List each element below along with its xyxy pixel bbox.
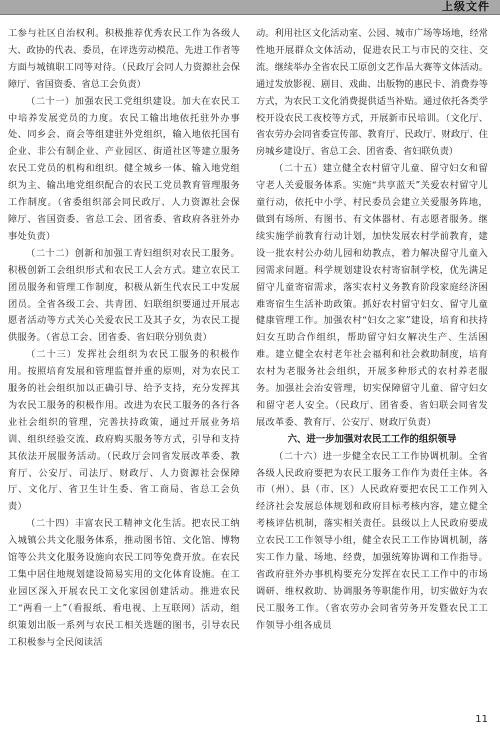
section-title: 上级文件 (442, 0, 490, 13)
header-bar (0, 0, 500, 14)
paragraph: （二十一）加强农民工党组织建设。加大在农民工中培养发展党员的力度。农民工输出地依托驻外办事处、同乡会、商会等组建驻外党组织，输入地依托国有企业、非公有制企业、产业园区、街道社区等建立服务农民工党员的机构和组织。健全城乡一体、输入地党组织为主、输出地党组织配合的农民工党员教育管理服务工作制度。（省委组织部会同民政厅、人力资源社会保障厅、省国资委、省总工会、团省委、省政府各驻外办事处负责） (8, 95, 240, 242)
paragraph: （二十二）创新和加强工青妇组织对农民工服务。积极创新工会组织形式和农民工人会方式。建立农民工团员服务和管理工作制度，积极从新生代农民工中发展团员。全省各级工会、共青团、妇联组织要通过开展志愿者活动等方式关心关爱农民工及其子女，为农民工提供服务。（省总工会、团省委、省妇联分别负责） (8, 247, 240, 344)
page-number: 11 (475, 714, 488, 725)
paragraph: （二十三）发挥社会组织为农民工服务的积极作用。按照培育发展和管理监督并重的原则，对为农民工服务的社会组织加以正确引导、给予支持，充分发挥其为农民工服务的积极作用。改进为农民工服务的各行各业社会组织的管理，完善扶持政策，通过开展业务培训、组织经验交流、政府购买服务等方式，引导和支持其依法开展服务活动。（民政厅会同省发展改革委、教育厅、公安厅、司法厅、财政厅、人力资源社会保障厅、文化厅、省卫生计生委、省工商局、省总工会负责） (8, 349, 240, 513)
section-heading: 六、进一步加强对农民工工作的组织领导 (287, 433, 457, 445)
paragraph: （二十六）进一步健全农民工工作协调机制。全省各级人民政府要把为农民工服务工作作为责任主体。各市（州）、县（市、区）人民政府要把农民工工作列入经济社会发展总体规划和政府目标考核内容，建立健全考核评估机制，落实相关责任。县级以上人民政府要成立农民工工作领导小组，健全农民工工作协调机制，落实工作力量、场地、经费，加强统筹协调和工作指导。省政府驻外办事机构要充分发挥在农民工工作中的市场调研、维权救助、协调服务等职能作用，切实做好为农民工服务工作。（省农劳办会同省劳务开发暨农民工工作领导小组各成员 (256, 450, 488, 631)
paragraph: 动。利用社区文化活动室、公园、城市广场等场地，经常性地开展群众文体活动，促进农民工与市民的交往、交流。继续举办全省农民工原创文艺作品大赛等文体活动。通过发放影视、剧目、戏曲、出版物的惠民卡、消费券等方式，为农民工文化消费提供适当补贴。通过依托各类学校开设农民工夜校等方式，开展新市民培训。（文化厅、省农劳办会同省委宣传部、教育厅、民政厅、财政厅、住房城乡建设厅、省总工会、团省委、省妇联负责） (256, 28, 488, 158)
header-rule (0, 14, 500, 15)
paragraph: （二十五）建立健全农村留守儿童、留守妇女和留守老人关爱服务体系。实施“共享蓝天”关爱农村留守儿童行动，依托中小学、村民委员会建立关爱服务阵地，做到有场所、有图书、有文体器材、有志愿者服务。继续实施学前教育行动计划，加快发展农村学前教育，建设一批农村公办幼儿园和幼教点，着力解决留守儿童入园需求问题。科学规划建设农村寄宿制学校，优先满足留守儿童寄宿需求，落实农村义务教育阶段家庭经济困难寄宿生生活补助政策。抓好农村留守妇女、留守儿童健康管理工作。加强农村“妇女之家”建设，培育和扶持妇女互助合作组织，帮助留守妇女解决生产、生活困难。建立健全农村老年社会福利和社会救助制度，培育农村为老服务社会组织，开展多种形式的农村养老服务。加强社会治安管理，切实保障留守儿童、留守妇女和留守老人安全。（民政厅、团省委、省妇联会同省发展改革委、教育厅、公安厅、财政厅负责） (256, 163, 488, 428)
paragraph: 工参与社区自治权利。积极推荐优秀农民工作为各级人大、政协的代表、委员，在评选劳动模范、先进工作者等方面与城镇职工同等对待。（民政厅会同人力资源社会保障厅、省国资委、省总工会负责） (8, 28, 240, 90)
right-column (256, 26, 488, 635)
left-column (8, 26, 240, 652)
paragraph: （二十四）丰富农民工精神文化生活。把农民工纳入城镇公共文化服务体系，推动图书馆、文化馆、博物馆等公共文化服务设施向农民工同等免费开放。在农民工集中居住地规划建设简易实用的文化体育设施。在工业园区深入开展农民工文化家园创建活动。推进农民工“两看一上”（看报纸、看电视、上互联网）活动，组织策划出版一系列与农民工相关选题的图书，引导农民工积极参与全民阅读活 (8, 518, 240, 648)
